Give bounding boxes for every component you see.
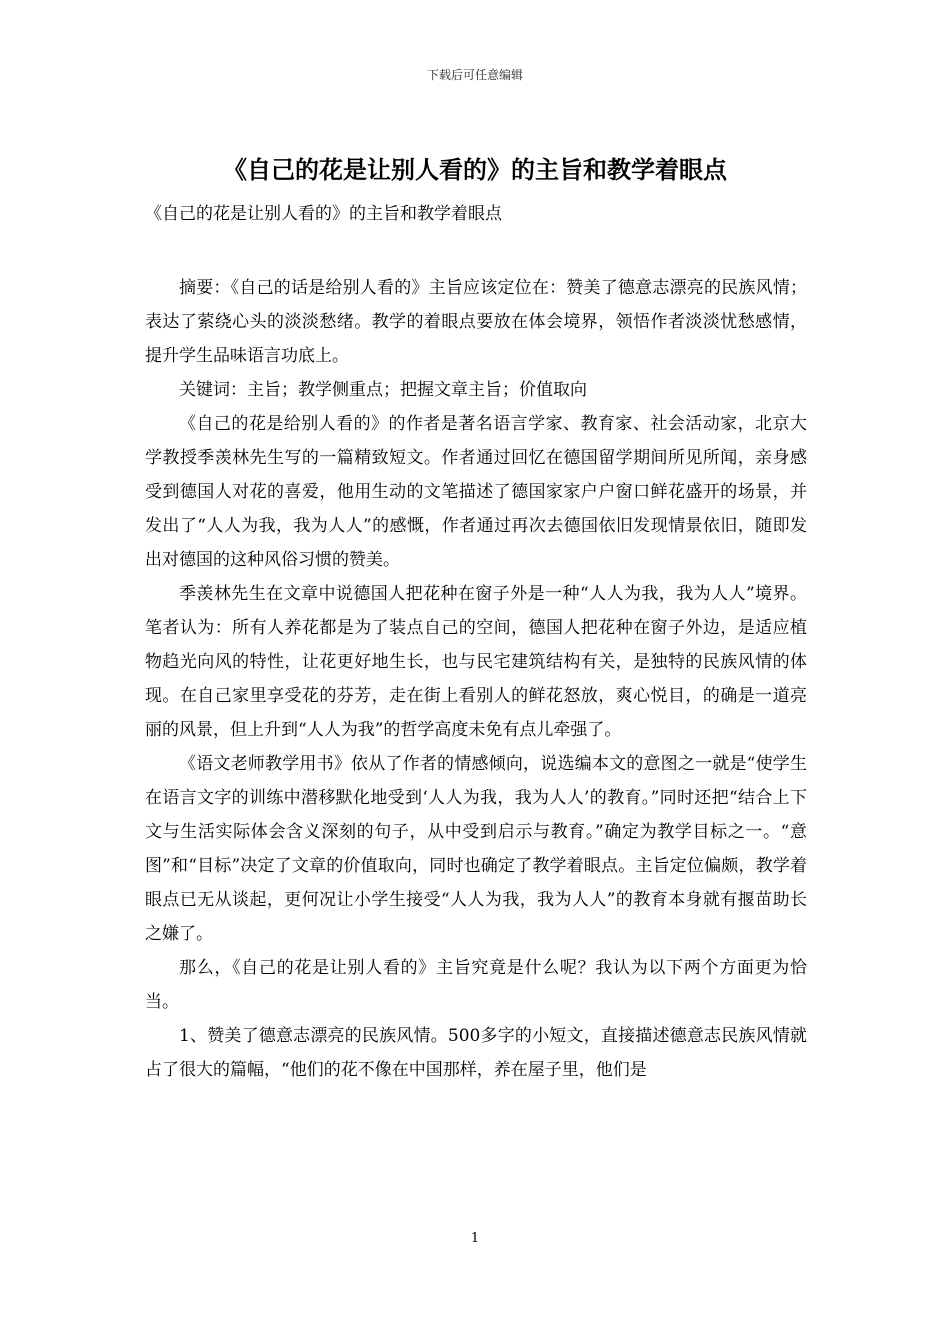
document-title: 《自己的花是让别人看的》的主旨和教学着眼点 (223, 156, 727, 184)
abstract-paragraph: 摘要：《自己的话是给别人看的》主旨应该定位在：赞美了德意志漂亮的民族风情；表达了萦绕心头的淡淡愁绪。教学的着眼点要放在体会境界，领悟作者淡淡忧愁感情，提升学生品味语言功底上。 (145, 278, 807, 366)
body-paragraph: 《自己的花是给别人看的》的作者是著名语言学家、教育家、社会活动家，北京大学教授季羡林先生写的一篇精致短文。作者通过回忆在德国留学期间所见所闻，亲身感受到德国人对花的喜爱，他用生动的文笔描述了德国家家户户窗口鲜花盛开的场景，并发出了“人人为我，我为人人”的感慨，作者通过再次去德国依旧发现情景依旧，随即发出对德国的这种风俗习惯的赞美。 (145, 414, 807, 570)
page-number: 1 (470, 1231, 480, 1246)
header-note: 下载后可任意编辑 (426, 68, 523, 82)
body-paragraph: 1、赞美了德意志漂亮的民族风情。500多字的小短文，直接描述德意志民族风情就占了很大的篇幅，“他们的花不像在中国那样，养在屋子里，他们是 (145, 1026, 807, 1080)
body-paragraph: 《语文老师教学用书》依从了作者的情感倾向，说选编本文的意图之一就是“使学生在语言文字的训练中潜移默化地受到‘人人为我，我为人人’的教育。”同时还把“结合上下文与生活实际体会含义深刻的句子，从中受到启示与教育。”确定为教学目标之一。“意图”和“目标”决定了文章的价值取向，同时也确定了教学着眼点。主旨定位偏颇，教学着眼点已无从谈起，更何况让小学生接受“人人为我，我为人人”的教育本身就有揠苗助长之嫌了。 (145, 754, 807, 944)
document-subtitle: 《自己的花是让别人看的》的主旨和教学着眼点 (145, 204, 502, 224)
body-paragraph: 季羡林先生在文章中说德国人把花种在窗子外是一种“人人为我，我为人人”境界。笔者认为：所有人养花都是为了装点自己的空间，德国人把花种在窗子外边，是适应植物趋光向风的特性，让花更好地生长，也与民宅建筑结构有关，是独特的民族风情的体现。在自己家里享受花的芬芳，走在街上看别人的鲜花怒放，爽心悦目，的确是一道亮丽的风景，但上升到“人人为我”的哲学高度未免有点儿牵强了。 (145, 584, 807, 740)
keywords-paragraph: 关键词：主旨；教学侧重点；把握文章主旨；价值取向 (179, 380, 587, 400)
body-paragraph: 那么，《自己的花是让别人看的》主旨究竟是什么呢？我认为以下两个方面更为恰当。 (145, 958, 807, 1012)
document-body (145, 271, 807, 1087)
